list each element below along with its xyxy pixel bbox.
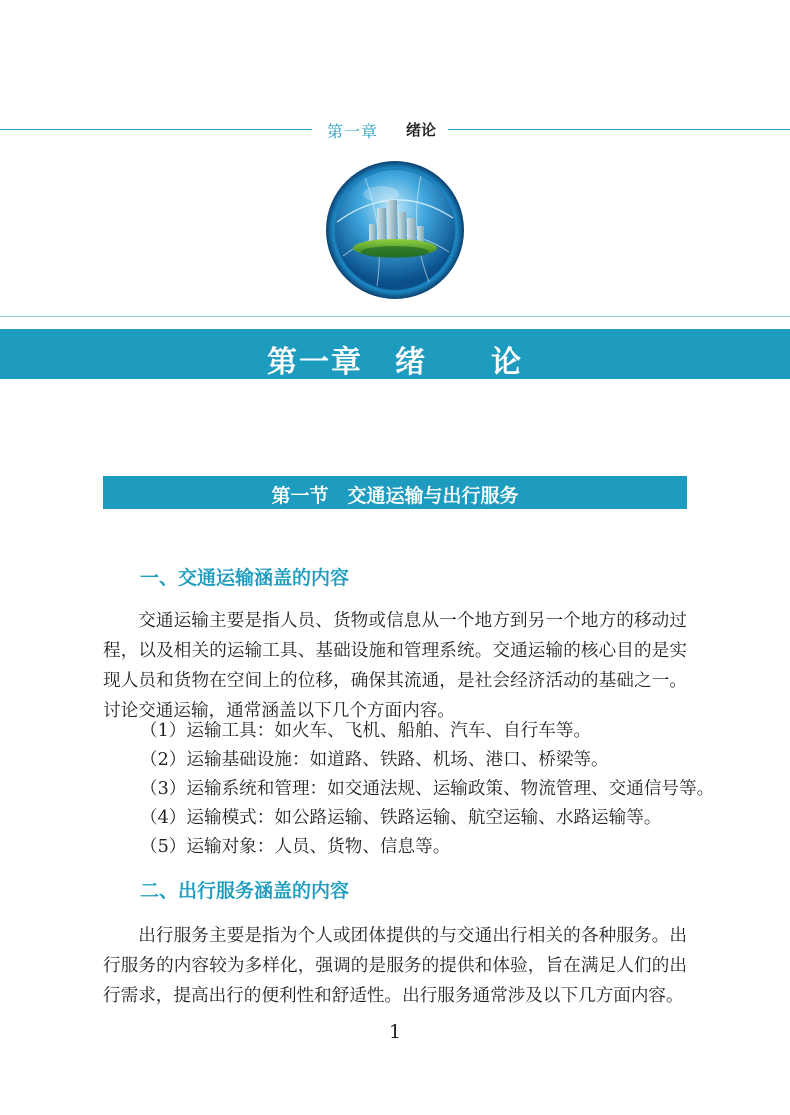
subsection-heading-1: 一、交通运输涵盖的内容 xyxy=(140,567,350,589)
list-item: （1）运输工具：如火车、飞机、船舶、汽车、自行车等。 xyxy=(140,721,592,741)
subsection-heading-2: 二、出行服务涵盖的内容 xyxy=(140,880,350,902)
running-header xyxy=(0,116,790,144)
header-rule-left xyxy=(0,129,312,130)
header-rule-right xyxy=(448,129,790,130)
running-header-chapter: 第一章 xyxy=(327,122,379,141)
running-header-title: 绪论 xyxy=(406,121,437,139)
section-title-band xyxy=(103,476,687,509)
list-item: （3）运输系统和管理：如交通法规、运输政策、物流管理、交通信号等。 xyxy=(140,779,715,799)
transport-content-list xyxy=(140,717,714,862)
list-item: （2）运输基础设施：如道路、铁路、机场、港口、桥梁等。 xyxy=(140,750,609,770)
list-item: （4）运输模式：如公路运输、铁路运输、航空运输、水路运输等。 xyxy=(140,808,662,828)
globe-city-icon xyxy=(325,160,465,300)
chapter-title-band xyxy=(0,329,790,379)
subsection-paragraph-2: 出行服务主要是指为个人或团体提供的与交通出行相关的各种服务。出行服务的内容较为多样化，强调的是服务的提供和体验，旨在满足人们的出行需求，提高出行的便利性和舒适性。出行服务通常涉及以下几方面内容。 xyxy=(103,926,687,1006)
page-number: 1 xyxy=(388,1021,402,1043)
subsection-paragraph-1: 交通运输主要是指人员、货物或信息从一个地方到另一个地方的移动过程，以及相关的运输工具、基础设施和管理系统。交通运输的核心目的是实现人员和货物在空间上的位移，确保其流通，是社会经济活动的基础之一。讨论交通运输，通常涵盖以下几个方面内容。 xyxy=(103,611,687,721)
chapter-title: 第一章 绪 论 xyxy=(267,345,523,380)
list-item: （5）运输对象：人员、货物、信息等。 xyxy=(140,837,451,857)
section-title: 第一节 交通运输与出行服务 xyxy=(271,485,519,507)
chapter-top-rule xyxy=(0,316,790,317)
